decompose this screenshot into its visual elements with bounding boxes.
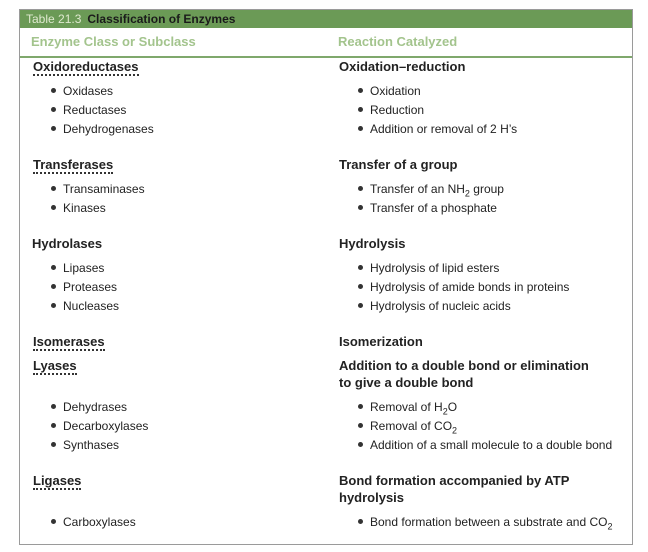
class-hydrolases: Hydrolases <box>32 236 103 251</box>
list-item: Oxidation <box>358 83 421 99</box>
bullet-icon <box>51 205 56 210</box>
list-item: Proteases <box>51 279 117 295</box>
bullet-icon <box>51 303 56 308</box>
bullet-icon <box>51 88 56 93</box>
bullet-icon <box>358 442 363 447</box>
enzyme-classification-table <box>19 9 633 545</box>
bullet-icon <box>358 186 363 191</box>
list-item: Dehydrases <box>51 399 127 415</box>
list-item: Reductases <box>51 102 126 118</box>
reaction-transferases: Transfer of a group <box>339 157 458 172</box>
class-lyases-link[interactable]: Lyases <box>33 358 77 373</box>
reaction-lyases-line2: to give a double bond <box>339 375 474 390</box>
bullet-icon <box>358 519 363 524</box>
table-number: Table 21.3 <box>26 12 82 26</box>
bullet-icon <box>51 442 56 447</box>
list-item: Transaminases <box>51 181 145 197</box>
reaction-lyases-line1: Addition to a double bond or elimination <box>339 358 589 373</box>
bullet-icon <box>51 519 56 524</box>
list-item: Removal of $H_2O$ <box>358 399 457 415</box>
reaction-isomerases: Isomerization <box>339 334 423 349</box>
table-header-row <box>20 28 632 58</box>
bullet-icon <box>51 107 56 112</box>
list-item: Kinases <box>51 200 106 216</box>
class-transferases-link[interactable]: Transferases <box>33 157 114 172</box>
bullet-icon <box>51 265 56 270</box>
reaction-hydrolases: Hydrolysis <box>339 236 406 251</box>
list-item: Addition or removal of 2 H’s <box>358 121 517 137</box>
bullet-icon <box>358 126 363 131</box>
list-item: Nucleases <box>51 298 119 314</box>
list-item: Carboxylases <box>51 514 136 530</box>
bullet-icon <box>358 404 363 409</box>
bullet-icon <box>51 186 56 191</box>
list-item: Hydrolysis of lipid esters <box>358 260 499 276</box>
list-item: Synthases <box>51 437 119 453</box>
reaction-oxidoreductases: Oxidation–reduction <box>339 59 466 74</box>
bullet-icon <box>358 107 363 112</box>
list-item: Addition of a small molecule to a double bond <box>358 437 612 453</box>
bullet-icon <box>51 404 56 409</box>
column-header-enzyme-class: Enzyme Class or Subclass <box>31 34 196 49</box>
list-item: Dehydrogenases <box>51 121 154 137</box>
list-item: Transfer of a phosphate <box>358 200 497 216</box>
bullet-icon <box>51 126 56 131</box>
list-item: Oxidases <box>51 83 113 99</box>
bullet-icon <box>358 303 363 308</box>
list-item: Removal of $CO_2$ <box>358 418 457 434</box>
class-oxidoreductases-link[interactable]: Oxidoreductases <box>33 59 139 74</box>
reaction-ligases-line2: hydrolysis <box>339 490 405 505</box>
class-ligases-link[interactable]: Ligases <box>33 473 82 488</box>
list-item: Hydrolysis of nucleic acids <box>358 298 511 314</box>
bullet-icon <box>358 88 363 93</box>
list-item: Reduction <box>358 102 424 118</box>
bullet-icon <box>51 423 56 428</box>
list-item: Transfer of an $NH_2$ group <box>358 181 504 197</box>
column-header-reaction: Reaction Catalyzed <box>338 34 458 49</box>
bullet-icon <box>358 205 363 210</box>
list-item: Lipases <box>51 260 104 276</box>
list-item: Bond formation between a substrate and $CO_2$ <box>358 514 613 530</box>
bullet-icon <box>358 423 363 428</box>
bullet-icon <box>358 284 363 289</box>
bullet-icon <box>358 265 363 270</box>
bullet-icon <box>51 284 56 289</box>
table-title: Classification of Enzymes <box>87 12 236 26</box>
list-item: Decarboxylases <box>51 418 148 434</box>
class-isomerases-link[interactable]: Isomerases <box>33 334 105 349</box>
table-caption <box>20 10 632 28</box>
list-item: Hydrolysis of amide bonds in proteins <box>358 279 569 295</box>
reaction-ligases-line1: Bond formation accompanied by ATP <box>339 473 570 488</box>
